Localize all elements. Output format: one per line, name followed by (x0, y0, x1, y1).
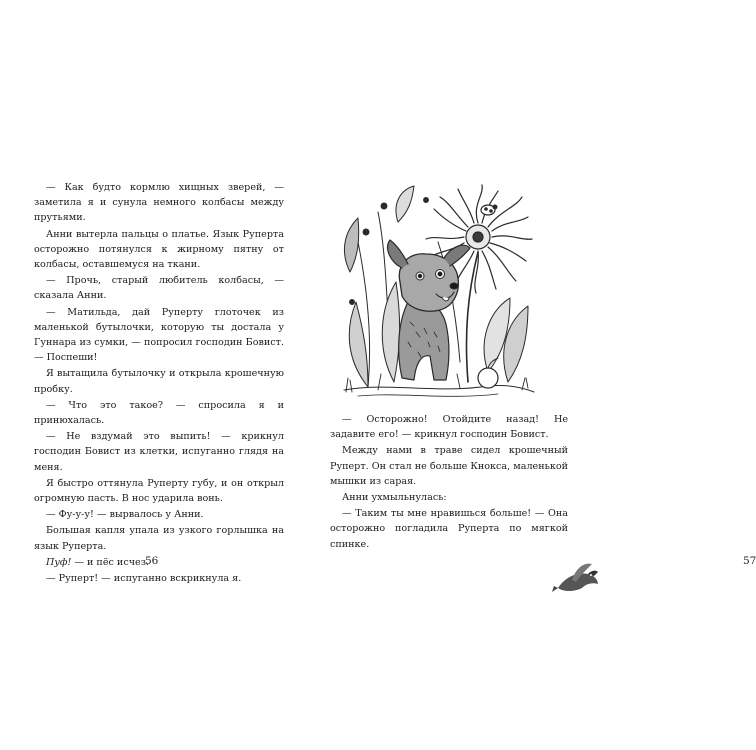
left-page (0, 0, 300, 750)
paragraph: Анни ухмыльнулась: (342, 492, 447, 504)
paragraph: — Как будто кормлю хищных зверей, — заметила я и сунула немного колбасы между прутьями. (34, 182, 284, 224)
paragraph: — Матильда, дай Руперту глоточек из маленькой бутылочки, которую ты достала у Гуннара из сумки, — попросил господин Бовист. — Поспеши! (34, 306, 284, 364)
paragraph: — Фу-у-у! — вырвалось у Анни. (46, 509, 204, 521)
paragraph: — Таким ты мне нравишься больше! — Она осторожно погладила Руперта по мягкой спинке. (330, 508, 568, 550)
puff-word: Пуф! (46, 556, 72, 568)
right-page-text (330, 412, 568, 553)
left-page-text (34, 180, 284, 587)
puff-rest: — и пёс исчез. (71, 556, 149, 568)
paragraph-puff (34, 555, 284, 570)
paragraph: Я быстро оттянула Руперту губу, и он открыл огромную пасть. В нос ударила вонь. (34, 477, 284, 505)
paragraph: — Руперт! — испуганно вскрикнула я. (46, 573, 242, 585)
paragraph: Между нами в траве сидел крошечный Руперт. Он стал не больше Кнокса, маленькой мышки из сарая. (330, 445, 568, 487)
page-number-right: 57 (743, 555, 756, 567)
page-number-left: 56 (145, 555, 159, 567)
paragraph: Большая капля упала из узкого горлышка на язык Руперта. (34, 525, 284, 552)
paragraph: — Прочь, старый любитель колбасы, — сказала Анни. (34, 275, 284, 302)
paragraph: Я вытащила бутылочку и открыла крошечную пробку. (34, 368, 284, 395)
paragraph: — Осторожно! Отойдите назад! Не задавите его! — крикнул господин Бовист. (330, 414, 568, 441)
bird-icon (552, 558, 600, 598)
paragraph: — Не вздумай это выпить! — крикнул господин Бовист из клетки, испуганно глядя на меня. (34, 431, 284, 473)
paragraph: — Что это такое? — спросила я и принюхалась. (34, 399, 284, 427)
dog-in-flowers-illustration (338, 182, 538, 404)
paragraph: Анни вытерла пальцы о платье. Язык Руперта осторожно потянулся к жирному пятну от колбасы, оставшемуся на ткани. (34, 228, 284, 271)
